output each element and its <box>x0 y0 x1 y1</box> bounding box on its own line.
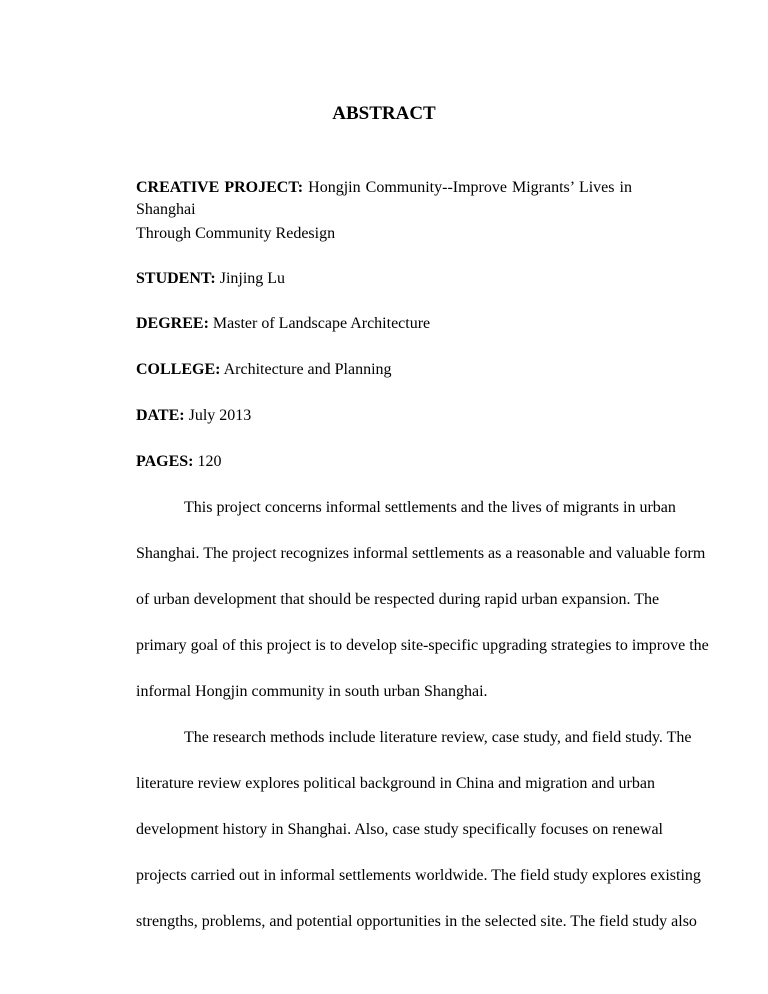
paragraph2-line: projects carried out in informal settlements worldwide. The field study explores existing <box>136 867 701 884</box>
degree-line <box>136 313 632 335</box>
creative-project-value: Hongjin Community--Improve Migrants’ Lives in Shanghai <box>136 179 632 218</box>
student-value: Jinjing Lu <box>219 270 286 287</box>
paragraph1-line: primary goal of this project is to develop site-specific upgrading strategies to improve the <box>136 637 709 654</box>
pages-value: 120 <box>197 453 222 470</box>
paragraph2-line: literature review explores political background in China and migration and urban <box>136 775 655 792</box>
paragraph1-line: This project concerns informal settlements and the lives of migrants in urban <box>184 499 676 516</box>
paragraph2-line: development history in Shanghai. Also, case study specifically focuses on renewal <box>136 821 663 838</box>
paragraph2-line: The research methods include literature review, case study, and field study. The <box>184 729 692 746</box>
college-line <box>136 359 632 381</box>
paragraph1-line: informal Hongjin community in south urban Shanghai. <box>136 683 488 700</box>
abstract-title: ABSTRACT <box>332 103 436 124</box>
pages-line <box>136 451 632 473</box>
paragraph1-line: Shanghai. The project recognizes informal settlements as a reasonable and valuable form <box>136 545 706 562</box>
degree-value: Master of Landscape Architecture <box>212 315 431 332</box>
student-label: STUDENT: <box>136 270 216 287</box>
pages-label: PAGES: <box>136 453 194 470</box>
date-label: DATE: <box>136 407 185 424</box>
date-value: July 2013 <box>188 407 252 424</box>
creative-project-line-2: Through Community Redesign <box>136 225 336 242</box>
creative-project-label: CREATIVE PROJECT: <box>136 179 304 196</box>
paragraph1-line: of urban development that should be respected during rapid urban expansion. The <box>136 591 660 608</box>
degree-label: DEGREE: <box>136 315 209 332</box>
date-line <box>136 405 632 427</box>
creative-project-line-1 <box>136 177 632 221</box>
college-label: COLLEGE: <box>136 361 221 378</box>
student-line <box>136 268 632 290</box>
paragraph2-line: strengths, problems, and potential opportunities in the selected site. The field study also <box>136 913 697 930</box>
college-value: Architecture and Planning <box>223 361 392 378</box>
